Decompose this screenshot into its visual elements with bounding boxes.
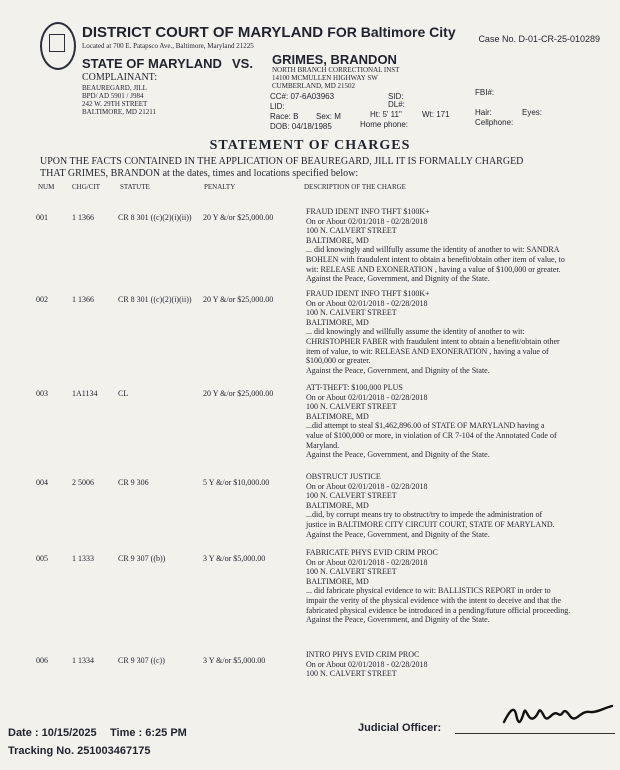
charge-description bbox=[306, 650, 616, 679]
charge-num: 003 bbox=[36, 389, 48, 398]
charge-penalty: 3 Y &/or $5,000.00 bbox=[203, 656, 266, 665]
charge-code: 1 1366 bbox=[72, 213, 94, 222]
statement-title: STATEMENT OF CHARGES bbox=[209, 138, 411, 153]
charge-penalty: 20 Y &/or $25,000.00 bbox=[203, 389, 274, 398]
charge-description-line: ... did knowingly and willfully assume the identity of another to wit: SANDRA bbox=[306, 245, 560, 255]
charge-description-line: justice in BALTIMORE CITY CIRCUIT COURT, STATE OF MARYLAND. bbox=[306, 519, 555, 529]
height-field: Ht: 5' 11" bbox=[370, 110, 402, 119]
court-city: FOR Baltimore City bbox=[327, 24, 456, 40]
charge-description-line: CHRISTOPHER FABER with fraudulent intent to obtain a benefit/obtain other bbox=[306, 336, 560, 346]
court-seal-icon bbox=[40, 22, 76, 70]
charge-description-line: BOHLEN with fraudulent intent to obtain a benefit/obtain other item of value, to bbox=[306, 254, 565, 264]
charge-description-line: item of value, to wit: RELEASE AND EXONERATION , having a value of bbox=[306, 346, 549, 356]
charge-description-line: $100,000 or greater. bbox=[306, 356, 371, 366]
charge-code: 1A1134 bbox=[72, 389, 98, 398]
charge-statute: CR 9 307 ((b)) bbox=[118, 554, 166, 563]
charge-statute: CR 8 301 ((c)(2)(i)(ii)) bbox=[118, 213, 192, 222]
dob-field: DOB: 04/18/1985 bbox=[270, 122, 332, 131]
court-title bbox=[82, 24, 456, 41]
charge-description-line: Against the Peace, Government, and Dignity of the State. bbox=[306, 529, 490, 539]
charge-description-line: On or About 02/01/2018 - 02/28/2018 bbox=[306, 298, 428, 308]
fbi-field: FBI#: bbox=[475, 88, 495, 97]
charge-description-line: INTRO PHYS EVID CRIM PROC bbox=[306, 650, 420, 659]
charge-penalty: 20 Y &/or $25,000.00 bbox=[203, 213, 274, 222]
charge-description-line: BALTIMORE, MD bbox=[306, 500, 369, 510]
col-num: NUM bbox=[38, 183, 55, 191]
judicial-officer-label: Judicial Officer: bbox=[358, 722, 442, 734]
charge-description bbox=[306, 548, 616, 625]
hair-field: Hair: bbox=[475, 108, 492, 117]
charge-description-line: ...did attempt to steal $1,462,896.00 of STATE OF MARYLAND having a bbox=[306, 421, 545, 431]
charge-description-line: ... did fabricate physical evidence to wit: BALLISTICS REPORT in order to bbox=[306, 586, 551, 596]
charge-description-line: impair the verity of the physical evidence with the intent to deceive and that the bbox=[306, 595, 562, 605]
charge-description-line: FRAUD IDENT INFO THFT $100K+ bbox=[306, 289, 430, 298]
defendant-address: NORTH BRANCH CORRECTIONAL INST 14100 MCMULLEN HIGHWAY SW CUMBERLAND, MD 21502 bbox=[272, 66, 400, 90]
court-address: Located at 700 E. Patapsco Ave., Baltimore, Maryland 21225 bbox=[82, 42, 254, 50]
charge-description-line: 100 N. CALVERT STREET bbox=[306, 226, 397, 236]
charge-num: 004 bbox=[36, 478, 48, 487]
charge-description-line: BALTIMORE, MD bbox=[306, 411, 369, 421]
charge-description-line: On or About 02/01/2018 - 02/28/2018 bbox=[306, 557, 428, 567]
charge-statute: CR 8 301 ((c)(2)(i)(ii)) bbox=[118, 295, 192, 304]
charge-description bbox=[306, 383, 616, 460]
charge-description bbox=[306, 289, 616, 375]
charge-description-line: 100 N. CALVERT STREET bbox=[306, 491, 397, 501]
charge-description-line: FABRICATE PHYS EVID CRIM PROC bbox=[306, 548, 438, 557]
col-statute: STATUTE bbox=[120, 183, 150, 191]
charge-description-line: wit: RELEASE AND EXONERATION , having a value of $100,000 or greater. bbox=[306, 264, 561, 274]
signature-icon bbox=[500, 696, 615, 736]
footer-time: Time : 6:25 PM bbox=[110, 727, 187, 739]
charge-description-line: FRAUD IDENT INFO THFT $100K+ bbox=[306, 207, 430, 216]
lid-field: LID: bbox=[270, 102, 285, 111]
charge-description-line: fabricated physical evidence be introduced in a pending/future official proceeding. bbox=[306, 605, 571, 615]
home-phone-field: Home phone: bbox=[360, 120, 409, 129]
statement-preamble: UPON THE FACTS CONTAINED IN THE APPLICATION OF BEAUREGARD, JILL IT IS FORMALLY CHARGED THAT GRIMES, BRANDON at the dates, times and locations specified below: bbox=[40, 156, 524, 179]
charge-description-line: OBSTRUCT JUSTICE bbox=[306, 472, 381, 481]
charge-statute: CL bbox=[118, 389, 129, 398]
charge-num: 006 bbox=[36, 656, 48, 665]
col-chg: CHG/CIT bbox=[72, 183, 100, 191]
charge-description-line: On or About 02/01/2018 - 02/28/2018 bbox=[306, 216, 428, 226]
charge-description-line: On or About 02/01/2018 - 02/28/2018 bbox=[306, 481, 428, 491]
charge-description-line: Against the Peace, Government, and Dignity of the State. bbox=[306, 274, 490, 284]
footer-date: Date : 10/15/2025 bbox=[8, 727, 97, 739]
charge-code: 2 5006 bbox=[72, 478, 94, 487]
col-penalty: PENALTY bbox=[204, 183, 236, 191]
charge-description-line: 100 N. CALVERT STREET bbox=[306, 669, 397, 679]
complainant-label: COMPLAINANT: bbox=[82, 72, 158, 83]
charge-description-line: On or About 02/01/2018 - 02/28/2018 bbox=[306, 392, 428, 402]
sid-field: SID: bbox=[388, 92, 404, 101]
charge-penalty: 20 Y &/or $25,000.00 bbox=[203, 295, 274, 304]
complainant-info: BEAUREGARD, JILL BPD/ AD 5901 / J984 242 W. 29TH STREET BALTIMORE, MD 21211 bbox=[82, 84, 156, 116]
charge-description-line: ...did, by corrupt means try to obstruct/try to impede the administration of bbox=[306, 510, 543, 520]
charge-description-line: Against the Peace, Government, and Dignity of the State. bbox=[306, 365, 490, 375]
charge-num: 005 bbox=[36, 554, 48, 563]
charge-description-line: ATT-THEFT: $100,000 PLUS bbox=[306, 383, 403, 392]
charge-description-line: Against the Peace, Government, and Dignity of the State. bbox=[306, 450, 490, 460]
charge-code: 1 1334 bbox=[72, 656, 94, 665]
charge-description-line: 100 N. CALVERT STREET bbox=[306, 402, 397, 412]
tracking-number: Tracking No. 251003467175 bbox=[8, 745, 151, 757]
court-name: DISTRICT COURT OF MARYLAND bbox=[82, 24, 324, 41]
versus: VS. bbox=[232, 56, 253, 71]
charge-code: 1 1366 bbox=[72, 295, 94, 304]
charge-description-line: BALTIMORE, MD bbox=[306, 317, 369, 327]
charge-description bbox=[306, 207, 616, 284]
eyes-field: Eyes: bbox=[522, 108, 543, 117]
charge-description-line: Maryland. bbox=[306, 440, 340, 450]
defendant-name: GRIMES, BRANDON bbox=[272, 52, 397, 67]
charge-description-line: 100 N. CALVERT STREET bbox=[306, 308, 397, 318]
charge-description-line: value of $100,000 or more, in violation of CR 7-104 of the Annotated Code of bbox=[306, 430, 557, 440]
cc-number: CC#: 07-6A03963 bbox=[270, 92, 335, 101]
charge-penalty: 3 Y &/or $5,000.00 bbox=[203, 554, 266, 563]
col-description: DESCRIPTION OF THE CHARGE bbox=[304, 183, 406, 191]
weight-field: Wt: 171 bbox=[422, 110, 450, 119]
race-field: Race: B bbox=[270, 112, 299, 121]
charge-description-line: 100 N. CALVERT STREET bbox=[306, 567, 397, 577]
charge-statute: CR 9 307 ((c)) bbox=[118, 656, 165, 665]
charge-description-line: On or About 02/01/2018 - 02/28/2018 bbox=[306, 659, 428, 669]
charge-statute: CR 9 306 bbox=[118, 478, 149, 487]
plaintiff: STATE OF MARYLAND bbox=[82, 56, 222, 71]
charge-description-line: BALTIMORE, MD bbox=[306, 576, 369, 586]
charge-num: 001 bbox=[36, 213, 48, 222]
charge-description bbox=[306, 472, 616, 539]
charge-description-line: ... did knowingly and willfully assume the identity of another to wit: bbox=[306, 327, 525, 337]
charge-code: 1 1333 bbox=[72, 554, 94, 563]
charge-num: 002 bbox=[36, 295, 48, 304]
cellphone-field: Cellphone: bbox=[475, 118, 514, 127]
dl-field: DL#: bbox=[388, 100, 405, 109]
charge-penalty: 5 Y &/or $10,000.00 bbox=[203, 478, 270, 487]
charge-description-line: BALTIMORE, MD bbox=[306, 235, 369, 245]
charge-description-line: Against the Peace, Government, and Dignity of the State. bbox=[306, 615, 490, 625]
case-number: Case No. D-01-CR-25-010289 bbox=[478, 34, 600, 44]
sex-field: Sex: M bbox=[316, 112, 341, 121]
